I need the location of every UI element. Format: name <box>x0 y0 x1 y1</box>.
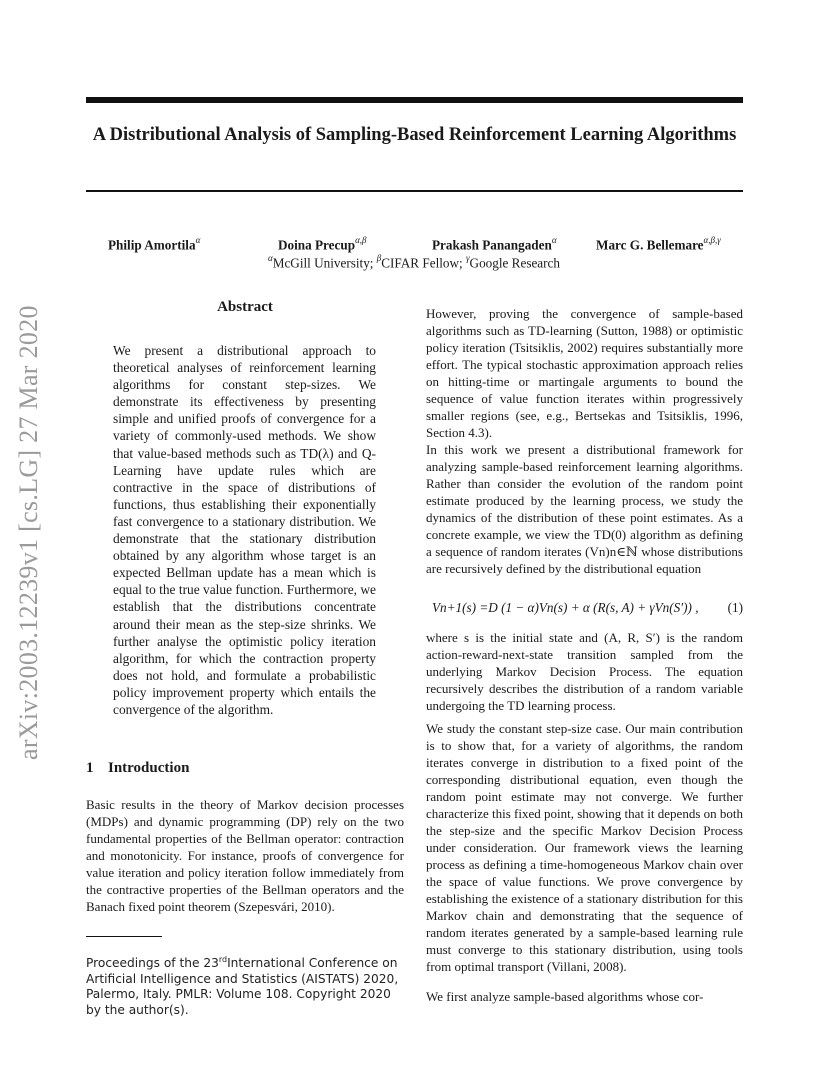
right-paragraph-5: We first analyze sample-based algorithms whose cor- <box>426 989 704 1004</box>
abstract-heading: Abstract <box>217 299 273 315</box>
affil-mark: β <box>376 253 382 263</box>
equation-body: Vn+1(s) =D (1 − α)Vn(s) + α (R(s, A) + γVn(S′)) , <box>432 600 699 615</box>
right-paragraph-1: However, proving the convergence of sample-based algorithms such as TD-learning (Sutton, 1988) or optimistic policy iteration (Tsitsiklis, 2002) requires substantially more effort. The typical stochastic approximation approach relies on hitting-time or martingale arguments to bound the sequence of value function iterates within progressively smaller regions (see, e.g., Bertsekas and Tsitsiklis, 1996, Section 4.3). <box>426 306 743 440</box>
footnote-text: International Conference on Artificial Intelligence and Statistics (AISTATS) 2020, Palermo, Italy. PMLR: Volume 108. Copyright 2020 by the author(s). <box>86 956 399 1017</box>
arxiv-stamp[interactable]: arXiv:2003.12239v1 [cs.LG] 27 Mar 2020 <box>14 305 43 760</box>
paper-title: A Distributional Analysis of Sampling-Based Reinforcement Learning Algorithms <box>92 125 737 145</box>
right-paragraph-2: In this work we present a distributional framework for analyzing sample-based reinforcement learning algorithms. Rather than consider the evolution of the random point estimate produced by the learning process, we study the dynamics of the distribution of these point estimates. As a concrete example, we view the TD(0) algorithm as defining a sequence of random iterates (Vn)n∈ℕ whose distributions are recursively defined by the distributional equation <box>426 442 743 576</box>
author-2 <box>278 236 367 253</box>
author-name: Philip Amortila <box>108 237 196 253</box>
author-name: Doina Precup <box>278 237 356 253</box>
title-rule-top <box>86 97 743 103</box>
right-paragraph-3: where s is the initial state and (A, R, S′) is the random action-reward-next-state transition sampled from the underlying Markov Decision Process. The equation recursively describes the distribution of a random variable undergoing the TD learning process. <box>426 630 743 713</box>
affil-text: McGill University; <box>272 255 374 271</box>
affil-text: Google Research <box>469 255 560 271</box>
affil-mark: γ <box>466 253 470 263</box>
footnote-rule <box>86 936 162 937</box>
author-mark: α <box>195 235 201 245</box>
section-number: 1 <box>86 760 94 776</box>
author-4 <box>596 236 721 253</box>
affil-mark: α <box>267 253 273 263</box>
footnote-text: Proceedings of the 23 <box>86 956 219 971</box>
section-title: Introduction <box>108 760 190 776</box>
abstract-text: We present a distributional approach to theoretical analyses of reinforcement learning algorithms for constant step-sizes. We demonstrate its effectiveness by presenting simple and unified proofs of convergence for a variety of commonly-used methods. We show that value-based methods such as TD(λ) and Q-Learning have update rules which are contractive in the space of distributions of functions, thus establishing their exponentially fast convergence to a stationary distribution. We demonstrate that the stationary distribution obtained by any algorithm whose target is an expected Bellman update has a mean which is equal to the true value function. Furthermore, we establish that the distributions concentrate around their mean as the step-size shrinks. We further analyse the optimistic policy iteration algorithm, for which the contraction property does not hold, and formulate a probabilistic policy improvement property which entails the convergence of the algorithm. <box>113 343 376 717</box>
equation-number: (1) <box>727 600 743 615</box>
author-mark: α <box>551 235 557 245</box>
footnote-sup: rd <box>218 955 228 964</box>
author-3 <box>432 236 557 253</box>
author-1 <box>108 236 200 253</box>
title-rule-bottom <box>86 190 743 192</box>
author-mark: α,β <box>355 235 367 245</box>
author-mark: α,β,γ <box>703 235 721 245</box>
author-name: Prakash Panangaden <box>432 237 552 253</box>
affiliations <box>0 254 828 271</box>
author-name: Marc G. Bellemare <box>596 237 704 253</box>
intro-paragraph: Basic results in the theory of Markov decision processes (MDPs) and dynamic programming (DP) rely on the two fundamental properties of the Bellman operator: contraction and monotonicity. For instance, proofs of convergence for value iteration and policy iteration follow immediately from the contractive properties of the Bellman operators and the Banach fixed point theorem (Szepesvári, 2010). <box>86 797 404 914</box>
section-heading <box>86 760 189 777</box>
right-paragraph-4: We study the constant step-size case. Our main contribution is to show that, for a variety of algorithms, the random iterates converge in distribution to a fixed point of the corresponding distributional equation, even though the random point estimate may not converge. We further characterize this fixed point, showing that it depends on both the step-size and the specific Markov Decision Process under consideration. Our framework views the learning process as defining a time-homogeneous Markov chain over the space of value functions. We prove convergence by establishing the existence of a stationary distribution for this Markov chain and demonstrating that the sequence of random iterates generated by a sample-based learning rule must converge to this stationary distribution, using tools from optimal transport (Villani, 2008). <box>426 721 743 974</box>
affil-text: CIFAR Fellow; <box>381 255 463 271</box>
footnote <box>86 952 404 1018</box>
